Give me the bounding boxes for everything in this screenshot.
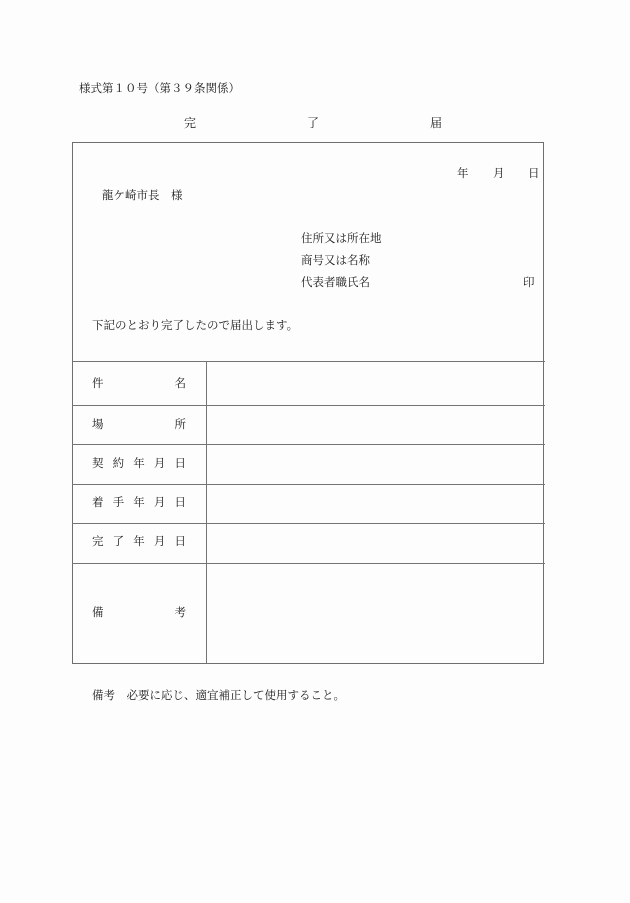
addressee: 龍ケ崎市長 様 bbox=[102, 188, 183, 202]
representative-label: 代表者職氏名 bbox=[301, 275, 370, 289]
address-label: 住所又は所在地 bbox=[301, 231, 382, 245]
label-start-date: 着 手 年 月 日 bbox=[92, 495, 186, 509]
date-day: 日 bbox=[528, 166, 540, 180]
value-start-date[interactable] bbox=[212, 493, 537, 517]
label-contract-date: 契 約 年 月 日 bbox=[92, 456, 186, 470]
title-char-1: 完 bbox=[184, 116, 197, 130]
label-remarks: 備 考 bbox=[92, 605, 186, 619]
date-month: 月 bbox=[493, 166, 505, 180]
seal-mark: 印 bbox=[523, 275, 535, 289]
label-subject: 件 名 bbox=[92, 376, 186, 390]
column-divider bbox=[206, 361, 207, 664]
row-line bbox=[72, 405, 545, 406]
value-completion-date[interactable] bbox=[212, 533, 537, 557]
date-year: 年 bbox=[457, 166, 469, 180]
row-line bbox=[72, 444, 545, 445]
row-line bbox=[72, 484, 545, 485]
label-location: 場 所 bbox=[92, 417, 186, 431]
table-top-line bbox=[72, 361, 545, 362]
value-contract-date[interactable] bbox=[212, 454, 537, 478]
footer-remarks: 備考 必要に応じ、適宜補正して使用すること。 bbox=[92, 688, 345, 702]
label-completion-date: 完 了 年 月 日 bbox=[92, 534, 186, 548]
row-line bbox=[72, 523, 545, 524]
value-location[interactable] bbox=[212, 415, 537, 439]
company-name-label: 商号又は名称 bbox=[301, 253, 370, 267]
form-number: 様式第１０号（第３９条関係） bbox=[79, 81, 240, 95]
row-line bbox=[72, 563, 545, 564]
value-subject[interactable] bbox=[212, 376, 537, 400]
title-char-2: 了 bbox=[307, 116, 320, 130]
title-char-3: 届 bbox=[430, 116, 443, 130]
statement: 下記のとおり完了したので届出します。 bbox=[92, 318, 299, 332]
value-remarks[interactable] bbox=[212, 572, 537, 657]
